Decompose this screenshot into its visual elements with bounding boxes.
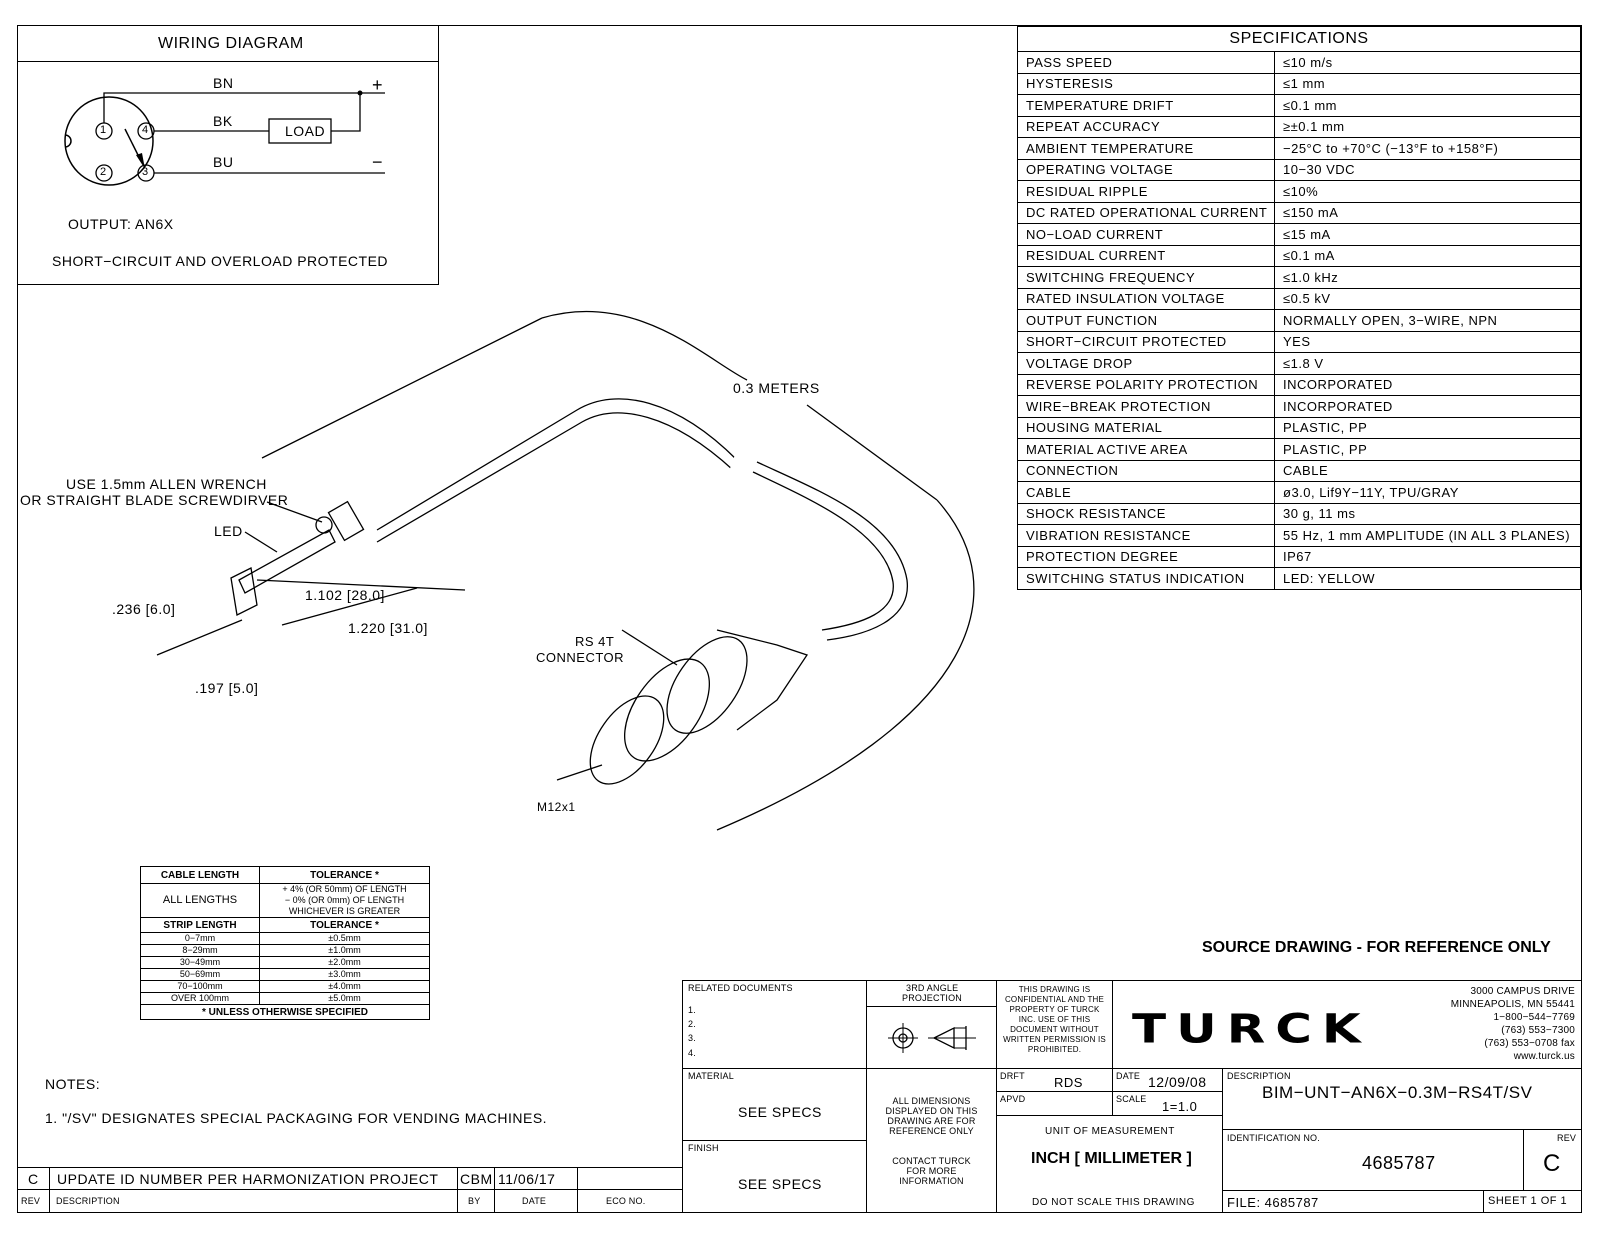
spec-label: RESIDUAL RIPPLE: [1018, 181, 1275, 203]
tol-all-line3: WHICHEVER IS GREATER: [288, 906, 401, 916]
dims-line1: ALL DIMENSIONS: [892, 1096, 971, 1106]
tol-all-line1: + 4% (OR 50mm) OF LENGTH: [282, 884, 407, 894]
spec-value: 55 Hz, 1 mm AMPLITUDE (IN ALL 3 PLANES): [1275, 525, 1581, 547]
dim-1220-label: 1.220 [31.0]: [348, 620, 428, 636]
conf-line4: INC. USE OF THIS: [1018, 1015, 1091, 1024]
contact-line3: INFORMATION: [899, 1176, 964, 1186]
do-not-scale: DO NOT SCALE THIS DRAWING: [1032, 1197, 1195, 1208]
rev-col-3: [494, 1167, 495, 1213]
specifications-title: SPECIFICATIONS: [1018, 27, 1581, 52]
dims-line3: DRAWING ARE FOR: [887, 1116, 976, 1126]
cable-length-dim-right: [807, 405, 937, 500]
projection-divider: [866, 1006, 997, 1007]
source-drawing-note: SOURCE DRAWING - FOR REFERENCE ONLY: [1202, 939, 1551, 956]
rev-header-by: BY: [468, 1196, 481, 1206]
connector-face-circle: [65, 97, 153, 185]
connector-face: [575, 683, 678, 797]
drft-value: RDS: [1054, 1075, 1083, 1090]
related-doc-1: 1.: [688, 1005, 696, 1015]
pin-1-label: 1: [100, 124, 107, 136]
spec-row: [1018, 439, 1581, 461]
rev-col-2: [457, 1167, 458, 1213]
note-1: 1. "/SV" DESIGNATES SPECIAL PACKAGING FOR VENDING MACHINES.: [45, 1110, 548, 1126]
spec-row: [1018, 159, 1581, 181]
spec-value: PLASTIC, PP: [1275, 439, 1581, 461]
spec-row: [1018, 181, 1581, 203]
spec-row: [1018, 417, 1581, 439]
third-angle-projection-icon: [886, 1018, 981, 1058]
spec-value: PLASTIC, PP: [1275, 417, 1581, 439]
tol-header-strip: STRIP LENGTH: [141, 918, 260, 933]
specifications-table: [1017, 26, 1581, 590]
spec-row: [1018, 503, 1581, 525]
wire-bu-label: BU: [213, 154, 234, 170]
sheet-label: SHEET 1 OF 1: [1488, 1195, 1568, 1207]
led-label: LED: [214, 523, 243, 539]
apvd-label: APVD: [1000, 1094, 1026, 1104]
conf-line3: PROPERTY OF TURCK: [1009, 1005, 1100, 1014]
protection-label: SHORT−CIRCUIT AND OVERLOAD PROTECTED: [52, 253, 389, 269]
connector-body: [717, 630, 807, 730]
connector-label-line2: CONNECTOR: [536, 650, 625, 665]
file-label: FILE: 4685787: [1227, 1195, 1319, 1210]
connector-knurl: [651, 623, 763, 748]
spec-row: [1018, 245, 1581, 267]
spec-value: ≤15 mA: [1275, 224, 1581, 246]
spec-value: IP67: [1275, 546, 1581, 568]
date-label: DATE: [1116, 1071, 1141, 1081]
material-label: MATERIAL: [688, 1071, 734, 1081]
dimensions-note: [868, 1096, 995, 1136]
scale-value: 1=1.0: [1162, 1099, 1198, 1114]
dim-197-label: .197 [5.0]: [195, 680, 259, 696]
spec-row: [1018, 95, 1581, 117]
revision-block-mid: [17, 1189, 682, 1190]
strip-tolerance: ±0.5mm: [260, 933, 430, 945]
strip-tolerance: ±3.0mm: [260, 969, 430, 981]
spec-label: CABLE: [1018, 482, 1275, 504]
spec-label: NO−LOAD CURRENT: [1018, 224, 1275, 246]
strip-length: 0−7mm: [141, 933, 260, 945]
wiring-title: WIRING DIAGRAM: [158, 35, 304, 52]
rev-header-rev: REV: [21, 1196, 41, 1206]
cable-length-dim-arc-lower: [717, 500, 974, 830]
uom-value: INCH [ MILLIMETER ]: [1031, 1150, 1192, 1167]
rev-by: CBM: [460, 1171, 493, 1187]
strip-tolerance: ±4.0mm: [260, 981, 430, 993]
spec-label: REPEAT ACCURACY: [1018, 116, 1275, 138]
spec-label: TEMPERATURE DRIFT: [1018, 95, 1275, 117]
product-drawing: [17, 290, 1007, 870]
cable-after-break-lower: [753, 472, 893, 630]
contact-note: [868, 1156, 995, 1186]
spec-value: ø3.0, Lif9Y−11Y, TPU/GRAY: [1275, 482, 1581, 504]
tol-footnote: * UNLESS OTHERWISE SPECIFIED: [141, 1005, 430, 1020]
cable-break: [729, 447, 756, 476]
strip-row: [141, 981, 430, 993]
tol-all-lengths-value: [260, 884, 430, 918]
pin-3-label: 3: [142, 166, 149, 178]
cable-length-dim-left: [262, 318, 542, 458]
material-value: SEE SPECS: [738, 1104, 822, 1120]
spec-row: [1018, 288, 1581, 310]
rev-letter: C: [28, 1171, 39, 1187]
cable-length-dim-arc: [542, 311, 747, 380]
spec-label: REVERSE POLARITY PROTECTION: [1018, 374, 1275, 396]
spec-label: VOLTAGE DROP: [1018, 353, 1275, 375]
strip-row: [141, 945, 430, 957]
load-label: LOAD: [285, 123, 326, 139]
contact-line1: CONTACT TURCK: [892, 1156, 971, 1166]
contact-line2: FOR MORE: [906, 1166, 957, 1176]
spec-row: [1018, 138, 1581, 160]
rev-header-date: DATE: [522, 1196, 547, 1206]
spec-value: ≤10 m/s: [1275, 52, 1581, 74]
tol-header-tolerance-2: TOLERANCE *: [260, 918, 430, 933]
related-docs-label: RELATED DOCUMENTS: [688, 983, 793, 993]
addr-line2: MINNEAPOLIS, MN 55441: [1450, 999, 1575, 1010]
tol-all-line2: − 0% (OR 0mm) OF LENGTH: [284, 895, 405, 905]
spec-row: [1018, 460, 1581, 482]
turck-logo: TURCK: [1132, 1005, 1371, 1053]
revision-block-top: [17, 1167, 682, 1168]
thread-label: M12x1: [537, 800, 576, 814]
spec-row: [1018, 396, 1581, 418]
strip-length: 30−49mm: [141, 957, 260, 969]
conf-line5: DOCUMENT WITHOUT: [1010, 1025, 1099, 1034]
strip-tolerance: ±1.0mm: [260, 945, 430, 957]
conf-line6: WRITTEN PERMISSION IS: [1003, 1035, 1106, 1044]
spec-row: [1018, 73, 1581, 95]
spec-row: [1018, 546, 1581, 568]
tolerance-table: [140, 866, 430, 1020]
spec-label: RATED INSULATION VOLTAGE: [1018, 288, 1275, 310]
spec-value: ≤0.5 kV: [1275, 288, 1581, 310]
addr-line5: (763) 553−0708 fax: [1484, 1038, 1575, 1049]
projection-line2: PROJECTION: [902, 993, 963, 1003]
spec-row: [1018, 353, 1581, 375]
sensor-clamp: [328, 502, 363, 541]
company-address: [1400, 985, 1575, 1063]
rev-header-desc: DESCRIPTION: [56, 1196, 120, 1206]
strip-row: [141, 993, 430, 1005]
sensor-screw: [316, 517, 332, 533]
conf-line7: PROHIBITED.: [1027, 1045, 1082, 1054]
spec-value: ≤150 mA: [1275, 202, 1581, 224]
spec-label: DC RATED OPERATIONAL CURRENT: [1018, 202, 1275, 224]
strip-length: 70−100mm: [141, 981, 260, 993]
finish-value: SEE SPECS: [738, 1176, 822, 1192]
wire-load-return: [331, 93, 360, 131]
spec-row: [1018, 568, 1581, 590]
leader-connector: [622, 630, 677, 665]
minus-label: −: [372, 152, 384, 172]
spec-value: NORMALLY OPEN, 3−WIRE, NPN: [1275, 310, 1581, 332]
strip-length: 8−29mm: [141, 945, 260, 957]
dims-line4: REFERENCE ONLY: [889, 1126, 974, 1136]
spec-label: SWITCHING FREQUENCY: [1018, 267, 1275, 289]
spec-value: ≤0.1 mm: [1275, 95, 1581, 117]
addr-line1: 3000 CAMPUS DRIVE: [1470, 986, 1575, 997]
spec-row: [1018, 267, 1581, 289]
spec-label: HYSTERESIS: [1018, 73, 1275, 95]
pin-2-label: 2: [100, 166, 107, 178]
strip-length: 50−69mm: [141, 969, 260, 981]
spec-row: [1018, 482, 1581, 504]
description-value: BIM−UNT−AN6X−0.3M−RS4T/SV: [1262, 1083, 1533, 1102]
finish-label: FINISH: [688, 1143, 719, 1153]
dim-line-197: [157, 620, 242, 655]
spec-row: [1018, 52, 1581, 74]
addr-line4: (763) 553−7300: [1501, 1025, 1575, 1036]
strip-length: OVER 100mm: [141, 993, 260, 1005]
spec-label: VIBRATION RESISTANCE: [1018, 525, 1275, 547]
spec-row: [1018, 202, 1581, 224]
spec-value: ≤1.8 V: [1275, 353, 1581, 375]
plus-label: +: [372, 75, 384, 95]
cable-length-label: 0.3 METERS: [733, 380, 820, 396]
scale-label: SCALE: [1116, 1094, 1147, 1104]
date-value: 12/09/08: [1148, 1074, 1207, 1090]
spec-label: WIRE−BREAK PROTECTION: [1018, 396, 1275, 418]
notes-title: NOTES:: [45, 1076, 101, 1092]
wire-bk-label: BK: [213, 113, 233, 129]
spec-value: ≤0.1 mA: [1275, 245, 1581, 267]
spec-label: CONNECTION: [1018, 460, 1275, 482]
addr-line6: www.turck.us: [1513, 1051, 1575, 1062]
spec-row: [1018, 374, 1581, 396]
spec-label: SHORT−CIRCUIT PROTECTED: [1018, 331, 1275, 353]
conf-line2: CONFIDENTIAL AND THE: [1004, 995, 1105, 1004]
dims-line2: DISPLAYED ON THIS: [885, 1106, 978, 1116]
spec-value: −25°C to +70°C (−13°F to +158°F): [1275, 138, 1581, 160]
spec-value: LED: YELLOW: [1275, 568, 1581, 590]
strip-row: [141, 957, 430, 969]
related-doc-2: 2.: [688, 1019, 696, 1029]
drft-label: DRFT: [1000, 1071, 1025, 1081]
titleblock-related: [682, 980, 867, 1069]
dim-1102-label: 1.102 [28.0]: [305, 587, 385, 603]
spec-label: SHOCK RESISTANCE: [1018, 503, 1275, 525]
cable-lower: [377, 413, 733, 542]
spec-value: ≤1.0 kHz: [1275, 267, 1581, 289]
tol-header-tolerance: TOLERANCE *: [260, 867, 430, 884]
spec-value: INCORPORATED: [1275, 374, 1581, 396]
output-label: OUTPUT: AN6X: [68, 216, 174, 232]
rev-header-eco: ECO NO.: [606, 1196, 646, 1206]
spec-label: HOUSING MATERIAL: [1018, 417, 1275, 439]
id-label: IDENTIFICATION NO.: [1227, 1133, 1320, 1143]
spec-row: [1018, 525, 1581, 547]
spec-label: AMBIENT TEMPERATURE: [1018, 138, 1275, 160]
related-doc-4: 4.: [688, 1048, 696, 1058]
conf-line1: THIS DRAWING IS: [1018, 985, 1091, 994]
spec-row: [1018, 224, 1581, 246]
spec-label: SWITCHING STATUS INDICATION: [1018, 568, 1275, 590]
leader-led: [245, 532, 277, 552]
rev-label: REV: [1557, 1133, 1577, 1143]
strip-tolerance: ±2.0mm: [260, 957, 430, 969]
spec-row: [1018, 116, 1581, 138]
id-value: 4685787: [1362, 1153, 1436, 1173]
uom-label: UNIT OF MEASUREMENT: [1045, 1126, 1175, 1137]
rev-col-1: [49, 1167, 50, 1213]
spec-label: RESIDUAL CURRENT: [1018, 245, 1275, 267]
spec-label: PROTECTION DEGREE: [1018, 546, 1275, 568]
rev-description: UPDATE ID NUMBER PER HARMONIZATION PROJECT: [57, 1171, 439, 1187]
wire-bn-label: BN: [213, 75, 234, 91]
tol-all-lengths: ALL LENGTHS: [141, 884, 260, 918]
spec-row: [1018, 331, 1581, 353]
spec-value: ≤1 mm: [1275, 73, 1581, 95]
spec-value: INCORPORATED: [1275, 396, 1581, 418]
rev-value: C: [1543, 1150, 1561, 1177]
description-label: DESCRIPTION: [1227, 1071, 1291, 1081]
strip-tolerance: ±5.0mm: [260, 993, 430, 1005]
spec-value: 30 g, 11 ms: [1275, 503, 1581, 525]
spec-value: ≤10%: [1275, 181, 1581, 203]
strip-row: [141, 969, 430, 981]
addr-line3: 1−800−544−7769: [1493, 1012, 1575, 1023]
spec-value: YES: [1275, 331, 1581, 353]
pin-4-label: 4: [142, 124, 149, 136]
spec-label: MATERIAL ACTIVE AREA: [1018, 439, 1275, 461]
dim-236-label: .236 [6.0]: [112, 601, 176, 617]
spec-value: CABLE: [1275, 460, 1581, 482]
projection-line1: 3RD ANGLE: [906, 983, 959, 993]
tol-header-cable: CABLE LENGTH: [141, 867, 260, 884]
spec-label: OUTPUT FUNCTION: [1018, 310, 1275, 332]
spec-row: [1018, 310, 1581, 332]
rev-date: 11/06/17: [498, 1171, 556, 1187]
spec-label: PASS SPEED: [1018, 52, 1275, 74]
spec-label: OPERATING VOLTAGE: [1018, 159, 1275, 181]
spec-value: 10−30 VDC: [1275, 159, 1581, 181]
cable-after-break-upper: [757, 462, 907, 640]
connector-label-line1: RS 4T: [575, 634, 615, 649]
titleblock-dimensions-note: [866, 1068, 997, 1213]
rev-col-4: [577, 1167, 578, 1213]
strip-row: [141, 933, 430, 945]
confidential-notice: [998, 985, 1111, 1055]
wrench-note-line2: OR STRAIGHT BLADE SCREWDIRVER: [20, 492, 289, 508]
spec-value: ≥±0.1 mm: [1275, 116, 1581, 138]
related-doc-3: 3.: [688, 1033, 696, 1043]
wrench-note-line1: USE 1.5mm ALLEN WRENCH: [66, 476, 267, 492]
